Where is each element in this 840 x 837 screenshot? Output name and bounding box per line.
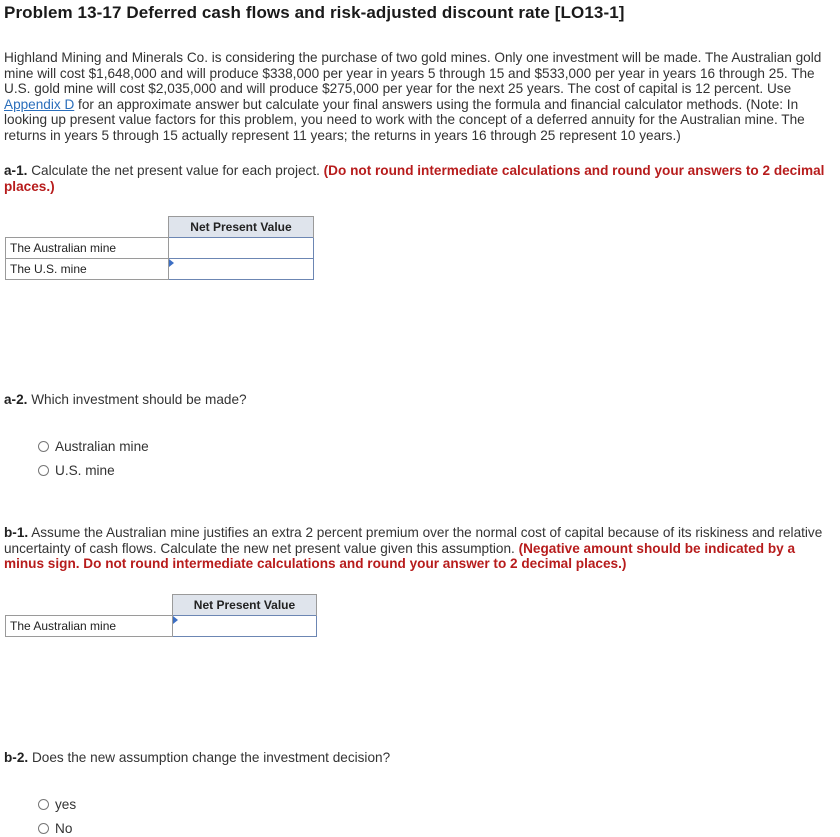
question-a2-label: a-2. bbox=[4, 392, 28, 407]
radio-label: yes bbox=[55, 796, 77, 812]
radio-option-australian-mine[interactable] bbox=[38, 434, 149, 458]
row-label-australian-mine: The Australian mine bbox=[6, 616, 173, 637]
npv-australian-risk-cell bbox=[173, 616, 317, 637]
question-b1-label: b-1. bbox=[4, 525, 29, 540]
question-b2-text: Does the new assumption change the investment decision? bbox=[28, 750, 391, 765]
column-header-npv: Net Present Value bbox=[173, 595, 317, 616]
column-header-npv: Net Present Value bbox=[169, 217, 314, 238]
npv-australian-cell bbox=[169, 238, 314, 259]
radio-button[interactable] bbox=[38, 465, 49, 476]
question-b1-text: Assume the Australian mine justifies an extra 2 percent premium over the normal cost of capital because of its riskiness and relative uncertainty of cash flows. Calculate the new net present value given this assumption. bbox=[4, 525, 823, 556]
question-b2 bbox=[4, 750, 836, 766]
radio-option-no[interactable] bbox=[38, 816, 76, 837]
problem-intro bbox=[4, 50, 836, 144]
table-row bbox=[6, 616, 317, 637]
intro-text-2: for an approximate answer but calculate your final answers using the formula and financial calculator methods. (Note: In looking up present value factors for this problem, you need to work with the concept of a deferred annuity for the Australian mine. The returns in years 5 through 15 actually represent 11 years; the returns in years 16 through 25 represent 10 years.) bbox=[4, 96, 805, 143]
question-a1 bbox=[4, 163, 836, 194]
table-corner bbox=[6, 595, 173, 616]
npv-us-input[interactable] bbox=[169, 260, 313, 279]
investment-choice-radio-group bbox=[38, 434, 149, 482]
question-a2 bbox=[4, 392, 836, 408]
npv-table-b1 bbox=[5, 594, 317, 637]
question-a1-text: Calculate the net present value for each project. bbox=[27, 163, 324, 178]
table-row bbox=[6, 238, 314, 259]
radio-label: U.S. mine bbox=[55, 462, 115, 478]
radio-option-us-mine[interactable] bbox=[38, 458, 149, 482]
appendix-d-link[interactable]: Appendix D bbox=[4, 96, 75, 112]
active-cell-marker-icon bbox=[173, 616, 178, 624]
radio-option-yes[interactable] bbox=[38, 792, 76, 816]
table-row bbox=[6, 259, 314, 280]
question-a1-label: a-1. bbox=[4, 163, 28, 178]
table-corner bbox=[6, 217, 169, 238]
intro-text-1: Highland Mining and Minerals Co. is considering the purchase of two gold mines. Only one investment will be made. The Australian gold mine will cost $1,648,000 and will produce $338,000 per year in years 5 through 15 and $533,000 per year in years 16 through 25. The U.S. gold mine will cost $2,035,000 and will produce $275,000 per year for the next 25 years. The cost of capital is 12 percent. Use bbox=[4, 50, 822, 97]
radio-label: No bbox=[55, 820, 73, 836]
question-b1-instruction: (Negative amount should be indicated by a minus sign. Do not round intermediate calculations and round your answer to 2 decimal places.) bbox=[4, 540, 796, 572]
radio-button[interactable] bbox=[38, 441, 49, 452]
npv-australian-input[interactable] bbox=[169, 239, 313, 258]
radio-button[interactable] bbox=[38, 823, 49, 834]
npv-australian-risk-input[interactable] bbox=[173, 617, 316, 636]
npv-us-cell bbox=[169, 259, 314, 280]
active-cell-marker-icon bbox=[169, 259, 174, 267]
radio-button[interactable] bbox=[38, 799, 49, 810]
row-label-us-mine: The U.S. mine bbox=[6, 259, 169, 280]
radio-label: Australian mine bbox=[55, 438, 149, 454]
question-b1 bbox=[4, 525, 836, 572]
question-a1-instruction: (Do not round intermediate calculations and round your answers to 2 decimal places.) bbox=[4, 163, 825, 194]
problem-title: Problem 13-17 Deferred cash flows and risk-adjusted discount rate [LO13-1] bbox=[4, 3, 625, 22]
npv-table-a1 bbox=[5, 216, 314, 280]
decision-change-radio-group bbox=[38, 792, 76, 837]
question-b2-label: b-2. bbox=[4, 750, 29, 765]
row-label-australian-mine: The Australian mine bbox=[6, 238, 169, 259]
question-a2-text: Which investment should be made? bbox=[27, 392, 247, 407]
